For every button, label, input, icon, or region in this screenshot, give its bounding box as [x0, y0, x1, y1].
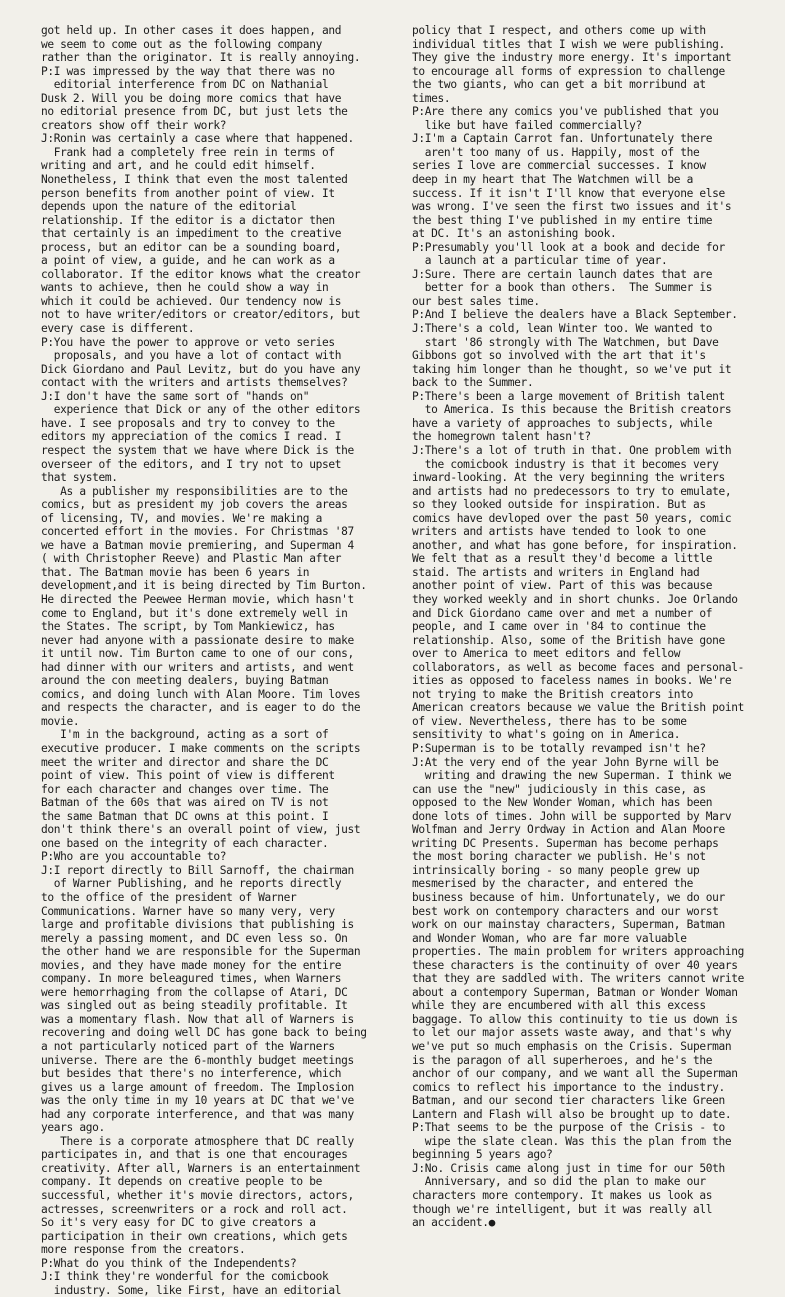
text-line: and artists had no predecessors to try to emulate, — [412, 484, 732, 498]
text-line: another point of view. Part of this was because — [412, 579, 713, 593]
text-line: every case is different. — [41, 322, 195, 336]
text-line: P:What do you think of the Independents? — [41, 1256, 297, 1270]
text-line: not trying to make the British creators into — [412, 687, 693, 701]
text-line: is the paragon of all superheroes, and he's the — [412, 1053, 713, 1067]
text-line: the States. The script, by Tom Mankiewicz, has — [41, 620, 335, 634]
text-line: but besides that there's no interference, which — [41, 1067, 342, 1081]
text-line: don't think there's an overall point of view, just — [41, 823, 361, 837]
text-line: a not particularly noticed part of the Warners — [41, 1040, 335, 1054]
text-line: concerted effort in the movies. For Christmas '87 — [41, 525, 354, 539]
text-line: industry. Some, like First, have an editorial — [41, 1283, 342, 1297]
text-line: better for a book than others. The Summer is — [412, 281, 713, 295]
text-line: participation in their own creations, which gets — [41, 1229, 348, 1243]
text-line: comics, but as president my job covers the areas — [41, 498, 348, 512]
text-line: years ago. — [41, 1121, 105, 1135]
text-line: which it could be achieved. Our tendency now is — [41, 294, 342, 308]
text-line: company. In more beleagured times, when Warners — [41, 972, 342, 986]
text-line: that. The Batman movie has been 6 years in — [41, 565, 310, 579]
text-line: properties. The main problem for writers approaching — [412, 945, 745, 959]
text-line: aren't too many of us. Happily, most of the — [412, 145, 700, 159]
text-line: comics to reflect his importance to the industry. — [412, 1080, 725, 1094]
text-line: Anniversary, and so did the plan to make our — [412, 1175, 706, 1189]
text-line: the other hand we are responsible for the Superman — [41, 945, 361, 959]
text-line: universe. There are the 6-monthly budget meetings — [41, 1053, 354, 1067]
text-line: collaborator. If the editor knows what the creator — [41, 267, 361, 281]
text-line: work on our mainstay characters, Superman, Batman — [412, 918, 725, 932]
text-line: proposals, and you have a lot of contact with — [41, 349, 342, 363]
text-line: sensitivity to what's going on in America. — [412, 728, 681, 742]
text-line: P:Superman is to be totally revamped isn't he? — [412, 741, 706, 755]
text-line: though we're intelligent, but it was really all — [412, 1202, 713, 1216]
text-line: more response from the creators. — [41, 1243, 246, 1257]
text-line: people, and I came over in '84 to continue the — [412, 620, 706, 634]
text-line: Frank had a completely free rein in terms of — [41, 145, 335, 159]
text-line: to encourage all forms of expression to challenge — [412, 64, 725, 78]
text-line: development,and it is being directed by Tim Burton. — [41, 579, 367, 593]
text-line: a point of view, a guide, and he can work as a — [41, 254, 335, 268]
text-line: around the con meeting dealers, buying Batman — [41, 674, 329, 688]
text-line: J:I report directly to Bill Sarnoff, the chairman — [41, 863, 354, 877]
text-line: to the office of the president of Warner — [41, 891, 297, 904]
text-line: so they looked outside for inspiration. But as — [412, 498, 706, 512]
text-line: deep in my heart that The Watchmen will be a — [412, 173, 693, 187]
text-line: Dick Giordano and Paul Levitz, but do you have any — [41, 362, 361, 376]
text-line: American creators because we value the British point — [412, 701, 745, 715]
text-line: collaborators, as well as become faces and personal- — [412, 660, 745, 674]
text-line: J:There's a cold, lean Winter too. We wanted to — [412, 322, 713, 336]
text-line: wipe the slate clean. Was this the plan from the — [412, 1134, 732, 1148]
text-line: have a variety of approaches to subjects, while — [412, 416, 713, 430]
right-text-column — [412, 24, 757, 1230]
text-line: J:I think they're wonderful for the comicbook — [41, 1270, 329, 1284]
text-line: the best thing I've published in my entire time — [412, 213, 713, 227]
text-line: P:Who are you accountable to? — [41, 850, 227, 864]
text-line: experience that Dick or any of the other editors — [41, 403, 361, 417]
text-line: the two giants, who can get a bit morribund at — [412, 78, 706, 92]
text-line: intrinsically boring - so many people grew up — [412, 863, 700, 877]
text-line: successful, whether it's movie directors, actors, — [41, 1189, 354, 1203]
text-line: overseer of the editors, and I try not to upset — [41, 457, 342, 471]
text-line: that system. — [41, 471, 118, 485]
text-line: rather than the originator. It is really annoying. — [41, 51, 361, 65]
text-line: respect the system that we have where Dick is the — [41, 443, 354, 457]
text-line: our best sales time. — [412, 294, 540, 308]
text-line: one based on the integrity of each character. — [41, 836, 329, 850]
text-line: recovering and doing well DC has gone back to being — [41, 1026, 367, 1040]
text-line: at DC. It's an astonishing book. — [412, 227, 617, 241]
text-line: about a contempory Superman, Batman or Wonder Woman — [412, 985, 738, 999]
text-line: They give the industry more energy. It's important — [412, 51, 732, 65]
text-line: executive producer. I make comments on the scripts — [41, 741, 361, 755]
text-line: was the only time in my 10 years at DC that we've — [41, 1094, 354, 1108]
text-line: the homegrown talent hasn't? — [412, 430, 591, 444]
text-line: and Wonder Woman, who are far more valuable — [412, 931, 687, 945]
text-line: P:That seems to be the purpose of the Crisis - to — [412, 1121, 725, 1135]
text-line: There is a corporate atmosphere that DC really — [41, 1134, 354, 1148]
text-line: of Warner Publishing, and he reports directly — [41, 877, 342, 891]
text-line: large and profitable divisions that publishing is — [41, 918, 354, 932]
text-line: writing and drawing the new Superman. I think we — [412, 769, 732, 783]
text-line: we've put so much emphasis on the Crisis. Superman — [412, 1040, 732, 1054]
text-line: Lantern and Flash will also be brought up to date. — [412, 1107, 732, 1121]
text-line: J:I don't have the same sort of "hands on" — [41, 389, 310, 403]
text-line: inward-looking. At the very beginning the writers — [412, 471, 725, 485]
text-line: J:Ronin was certainly a case where that happened. — [41, 132, 354, 146]
text-line: P:There's been a large movement of British talent — [412, 389, 725, 403]
text-line: Communications. Warner have so many very, very — [41, 904, 335, 918]
text-line: We felt that as a result they'd become a little — [412, 552, 713, 566]
text-line: Dusk 2. Will you be doing more comics that have — [41, 91, 342, 105]
text-line: P:You have the power to approve or veto series — [41, 335, 335, 349]
text-line: was wrong. I've seen the first two issues and it's — [412, 200, 732, 214]
text-line: gives us a large amount of freedom. The Implosion — [41, 1080, 354, 1094]
text-line: policy that I respect, and others come up with — [412, 24, 706, 37]
text-line: J:There's a lot of truth in that. One problem with — [412, 443, 732, 457]
text-line: P:And I believe the dealers have a Black September. — [412, 308, 738, 322]
text-line: merely a passing moment, and DC even less so. On — [41, 931, 348, 945]
text-line: writers and artists have tended to look to one — [412, 525, 706, 539]
left-text-column — [41, 24, 393, 1297]
text-line: taking him longer than he thought, so we've put it — [412, 362, 732, 376]
text-line: creativity. After all, Warners is an entertainment — [41, 1161, 361, 1175]
text-line: Batman, and our second tier characters like Green — [412, 1094, 725, 1108]
text-line: staid. The artists and writers in England had — [412, 565, 700, 579]
text-line: for each character and changes over time. The — [41, 782, 329, 796]
text-line: have. I see proposals and try to convey to the — [41, 416, 335, 430]
text-line: baggage. To allow this continuity to tie us down is — [412, 1012, 738, 1026]
text-line: got held up. In other cases it does happen, and — [41, 24, 342, 37]
text-line: ities as opposed to faceless names in books. We're — [412, 674, 732, 688]
text-line: writing DC Presents. Superman has become perhaps — [412, 836, 719, 850]
text-line: best work on contempory characters and our worst — [412, 904, 719, 918]
text-line: Wolfman and Jerry Ordway in Action and Alan Moore — [412, 823, 725, 837]
text-line: participates in, and that is one that encourages — [41, 1148, 348, 1162]
text-line: and Dick Giordano came over and met a number of — [412, 606, 713, 620]
text-line: and respects the character, and is eager to do the — [41, 701, 361, 715]
text-line: back to the Summer. — [412, 376, 534, 390]
text-line: a launch at a particular time of year. — [412, 254, 668, 268]
text-line: not to have writer/editors or creator/editors, but — [41, 308, 361, 322]
text-line: depends upon the nature of the editorial — [41, 200, 297, 214]
text-line: creators show off their work? — [41, 118, 227, 132]
text-line: point of view. This point of view is different — [41, 769, 335, 783]
text-line: success. If it isn't I'll know that everyone else — [412, 186, 725, 200]
text-line: anchor of our company, and we want all the Superman — [412, 1067, 738, 1081]
text-line: P:Are there any comics you've published that you — [412, 105, 719, 119]
text-line: I'm in the background, acting as a sort of — [41, 728, 329, 742]
text-line: we seem to come out as the following company — [41, 37, 322, 51]
text-line: business because of him. Unfortunately, we do our — [412, 891, 725, 904]
text-line: was a momentary flash. Now that all of Warners is — [41, 1012, 354, 1026]
text-line: start '86 strongly with The Watchmen, but Dave — [412, 335, 719, 349]
text-line: contact with the writers and artists themselves? — [41, 376, 348, 390]
text-line: Gibbons got so involved with the art that it's — [412, 349, 706, 363]
text-line: actresses, screenwriters or a rock and roll act. — [41, 1202, 348, 1216]
text-line: was singled out as being steadily profitable. It — [41, 999, 348, 1013]
text-line: the most boring character we publish. He's not — [412, 850, 706, 864]
text-line: of licensing, TV, and movies. We're making a — [41, 511, 322, 525]
text-line: person benefits from another point of view. It — [41, 186, 335, 200]
text-line: of view. Nevertheless, there has to be some — [412, 714, 687, 728]
text-line: He directed the Peewee Herman movie, which hasn't — [41, 592, 354, 606]
text-line: series I love are commercial successes. I know — [412, 159, 706, 173]
text-line: these characters is the continuity of over 40 years — [412, 958, 738, 972]
text-line: to America. Is this because the British creators — [412, 403, 732, 417]
text-line: Nonetheless, I think that even the most talented — [41, 173, 348, 187]
text-line: opposed to the New Wonder Woman, which has been — [412, 796, 713, 810]
text-line: As a publisher my responsibilities are to the — [41, 484, 348, 498]
text-line: the comicbook industry is that it becomes very — [412, 457, 719, 471]
text-line: relationship. If the editor is a dictator then — [41, 213, 335, 227]
text-line: movie. — [41, 714, 80, 728]
text-line: J:I'm a Captain Carrot fan. Unfortunately there — [412, 132, 713, 146]
text-line: Batman of the 60s that was aired on TV is not — [41, 796, 329, 810]
text-line: beginning 5 years ago? — [412, 1148, 553, 1162]
text-line: characters more contempory. It makes us look as — [412, 1189, 713, 1203]
text-line: while they are encumbered with all this excess — [412, 999, 706, 1013]
text-line: never had anyone with a passionate desire to make — [41, 633, 354, 647]
text-line: J:At the very end of the year John Byrne will be — [412, 755, 719, 769]
text-line: that certainly is an impediment to the creative — [41, 227, 342, 241]
text-line: relationship. Also, some of the British have gone — [412, 633, 725, 647]
text-line: meet the writer and director and share the DC — [41, 755, 329, 769]
text-line: had dinner with our writers and artists, and went — [41, 660, 354, 674]
text-line: P:Presumably you'll look at a book and decide for — [412, 240, 725, 254]
text-line: times. — [412, 91, 451, 105]
text-line: J:No. Crisis came along just in time for our 50th — [412, 1161, 725, 1175]
text-line: ( with Christopher Reeve) and Plastic Man after — [41, 552, 342, 566]
text-line: to let our major assets waste away, and that's why — [412, 1026, 732, 1040]
text-line: comics, and doing lunch with Alan Moore. Tim loves — [41, 687, 361, 701]
text-line: movies, and they have made money for the entire — [41, 958, 342, 972]
text-line: can use the "new" judiciously in this case, as — [412, 782, 706, 796]
text-line: So it's very easy for DC to give creators a — [41, 1216, 316, 1230]
text-line: like but have failed commercially? — [412, 118, 642, 132]
text-line: over to America to meet editors and fellow — [412, 647, 681, 661]
text-line: that they are saddled with. The writers cannot write — [412, 972, 745, 986]
text-line: the same Batman that DC owns at this point. I — [41, 809, 329, 823]
text-line: had any corporate interference, and that was many — [41, 1107, 354, 1121]
text-line: an accident.● — [412, 1216, 496, 1230]
text-line: company. It depends on creative people to be — [41, 1175, 322, 1189]
text-line: it until now. Tim Burton came to one of our cons, — [41, 647, 354, 661]
text-line: they worked weekly and in short chunks. Joe Orlando — [412, 592, 738, 606]
text-line: mesmerised by the character, and entered the — [412, 877, 693, 891]
text-line: individual titles that I wish we were publishing. — [412, 37, 725, 51]
text-line: done lots of times. John will be supported by Marv — [412, 809, 732, 823]
text-line: comics have devloped over the past 50 years, comic — [412, 511, 732, 525]
text-line: another, and what has gone before, for inspiration. — [412, 538, 738, 552]
text-line: editorial interference from DC on Nathanial — [41, 78, 329, 92]
text-line: no editorial presence from DC, but just lets the — [41, 105, 348, 119]
text-line: wants to achieve, then he could show a way in — [41, 281, 329, 295]
text-line: J:Sure. There are certain launch dates that are — [412, 267, 713, 281]
text-line: editors my appreciation of the comics I read. I — [41, 430, 342, 444]
text-line: come to England, but it's done extremely well in — [41, 606, 348, 620]
text-line: P:I was impressed by the way that there was no — [41, 64, 335, 78]
text-line: writing and art, and he could edit himself. — [41, 159, 316, 173]
text-line: we have a Batman movie premiering, and Superman 4 — [41, 538, 354, 552]
text-line: process, but an editor can be a sounding board, — [41, 240, 342, 254]
text-line: were hemorrhaging from the collapse of Atari, DC — [41, 985, 348, 999]
